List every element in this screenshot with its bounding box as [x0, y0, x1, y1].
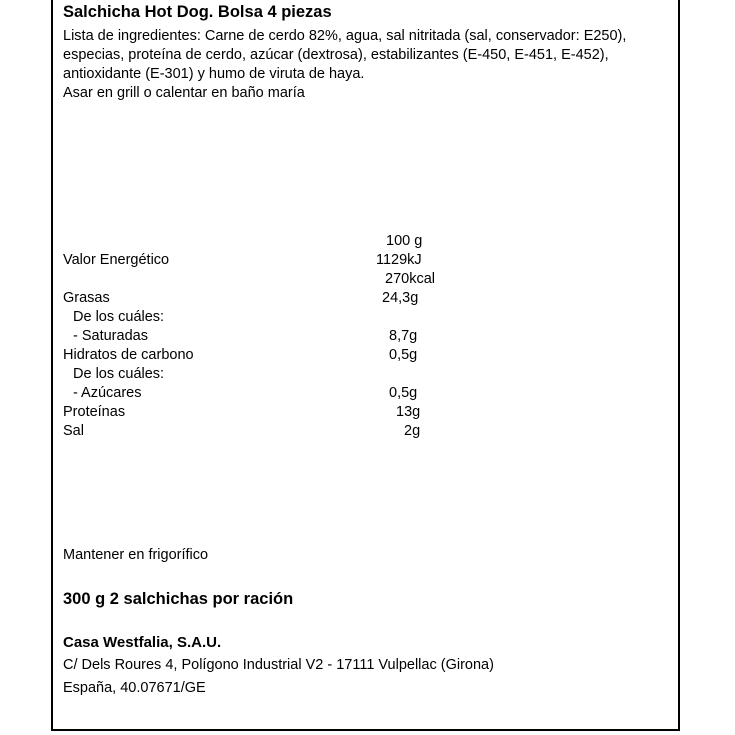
protein-label: Proteínas [63, 404, 126, 420]
salt-value: 2g [404, 423, 421, 439]
energy-kj: 1129kJ [376, 252, 422, 268]
company-country-code: España, 40.07671/GE [63, 680, 206, 696]
carbs-value: 0,5g [389, 347, 418, 363]
ingredients-block [63, 27, 653, 103]
company-address: C/ Dels Roures 4, Polígono Industrial V2 - 17111 Vulpellac (Girona) [63, 657, 494, 673]
saturated-value: 8,7g [389, 328, 418, 344]
portion-info: 300 g 2 salchichas por ración [63, 590, 294, 608]
energy-label: Valor Energético [63, 252, 170, 268]
energy-kcal: 270kcal [385, 271, 435, 287]
of-which-label-2: De los cuáles: [73, 366, 165, 382]
protein-value: 13g [396, 404, 421, 420]
of-which-label-1: De los cuáles: [73, 309, 165, 325]
product-title: Salchicha Hot Dog. Bolsa 4 piezas [63, 3, 332, 21]
fat-value: 24,3g [382, 290, 419, 306]
saturated-label: - Saturadas [73, 328, 148, 344]
fat-label: Grasas [63, 290, 110, 306]
sugars-label: - Azúcares [73, 385, 142, 401]
ingredients-list: Lista de ingredientes: Carne de cerdo 82%, agua, sal nitritada (sal, conservador: E250), especias, proteína de cerdo, azúcar (dextrosa), estabilizantes (E-450, E-451, E-452), antioxidante (E-301) y humo de viruta de haya. [63, 28, 627, 82]
storage-instructions: Mantener en frigorífico [63, 547, 209, 563]
company-name: Casa Westfalia, S.A.U. [63, 634, 222, 651]
carbs-label: Hidratos de carbono [63, 347, 194, 363]
nutrition-per-header: 100 g [386, 233, 423, 249]
preparation-instructions: Asar en grill o calentar en baño maría [63, 85, 305, 101]
salt-label: Sal [63, 423, 84, 439]
sugars-value: 0,5g [389, 385, 418, 401]
